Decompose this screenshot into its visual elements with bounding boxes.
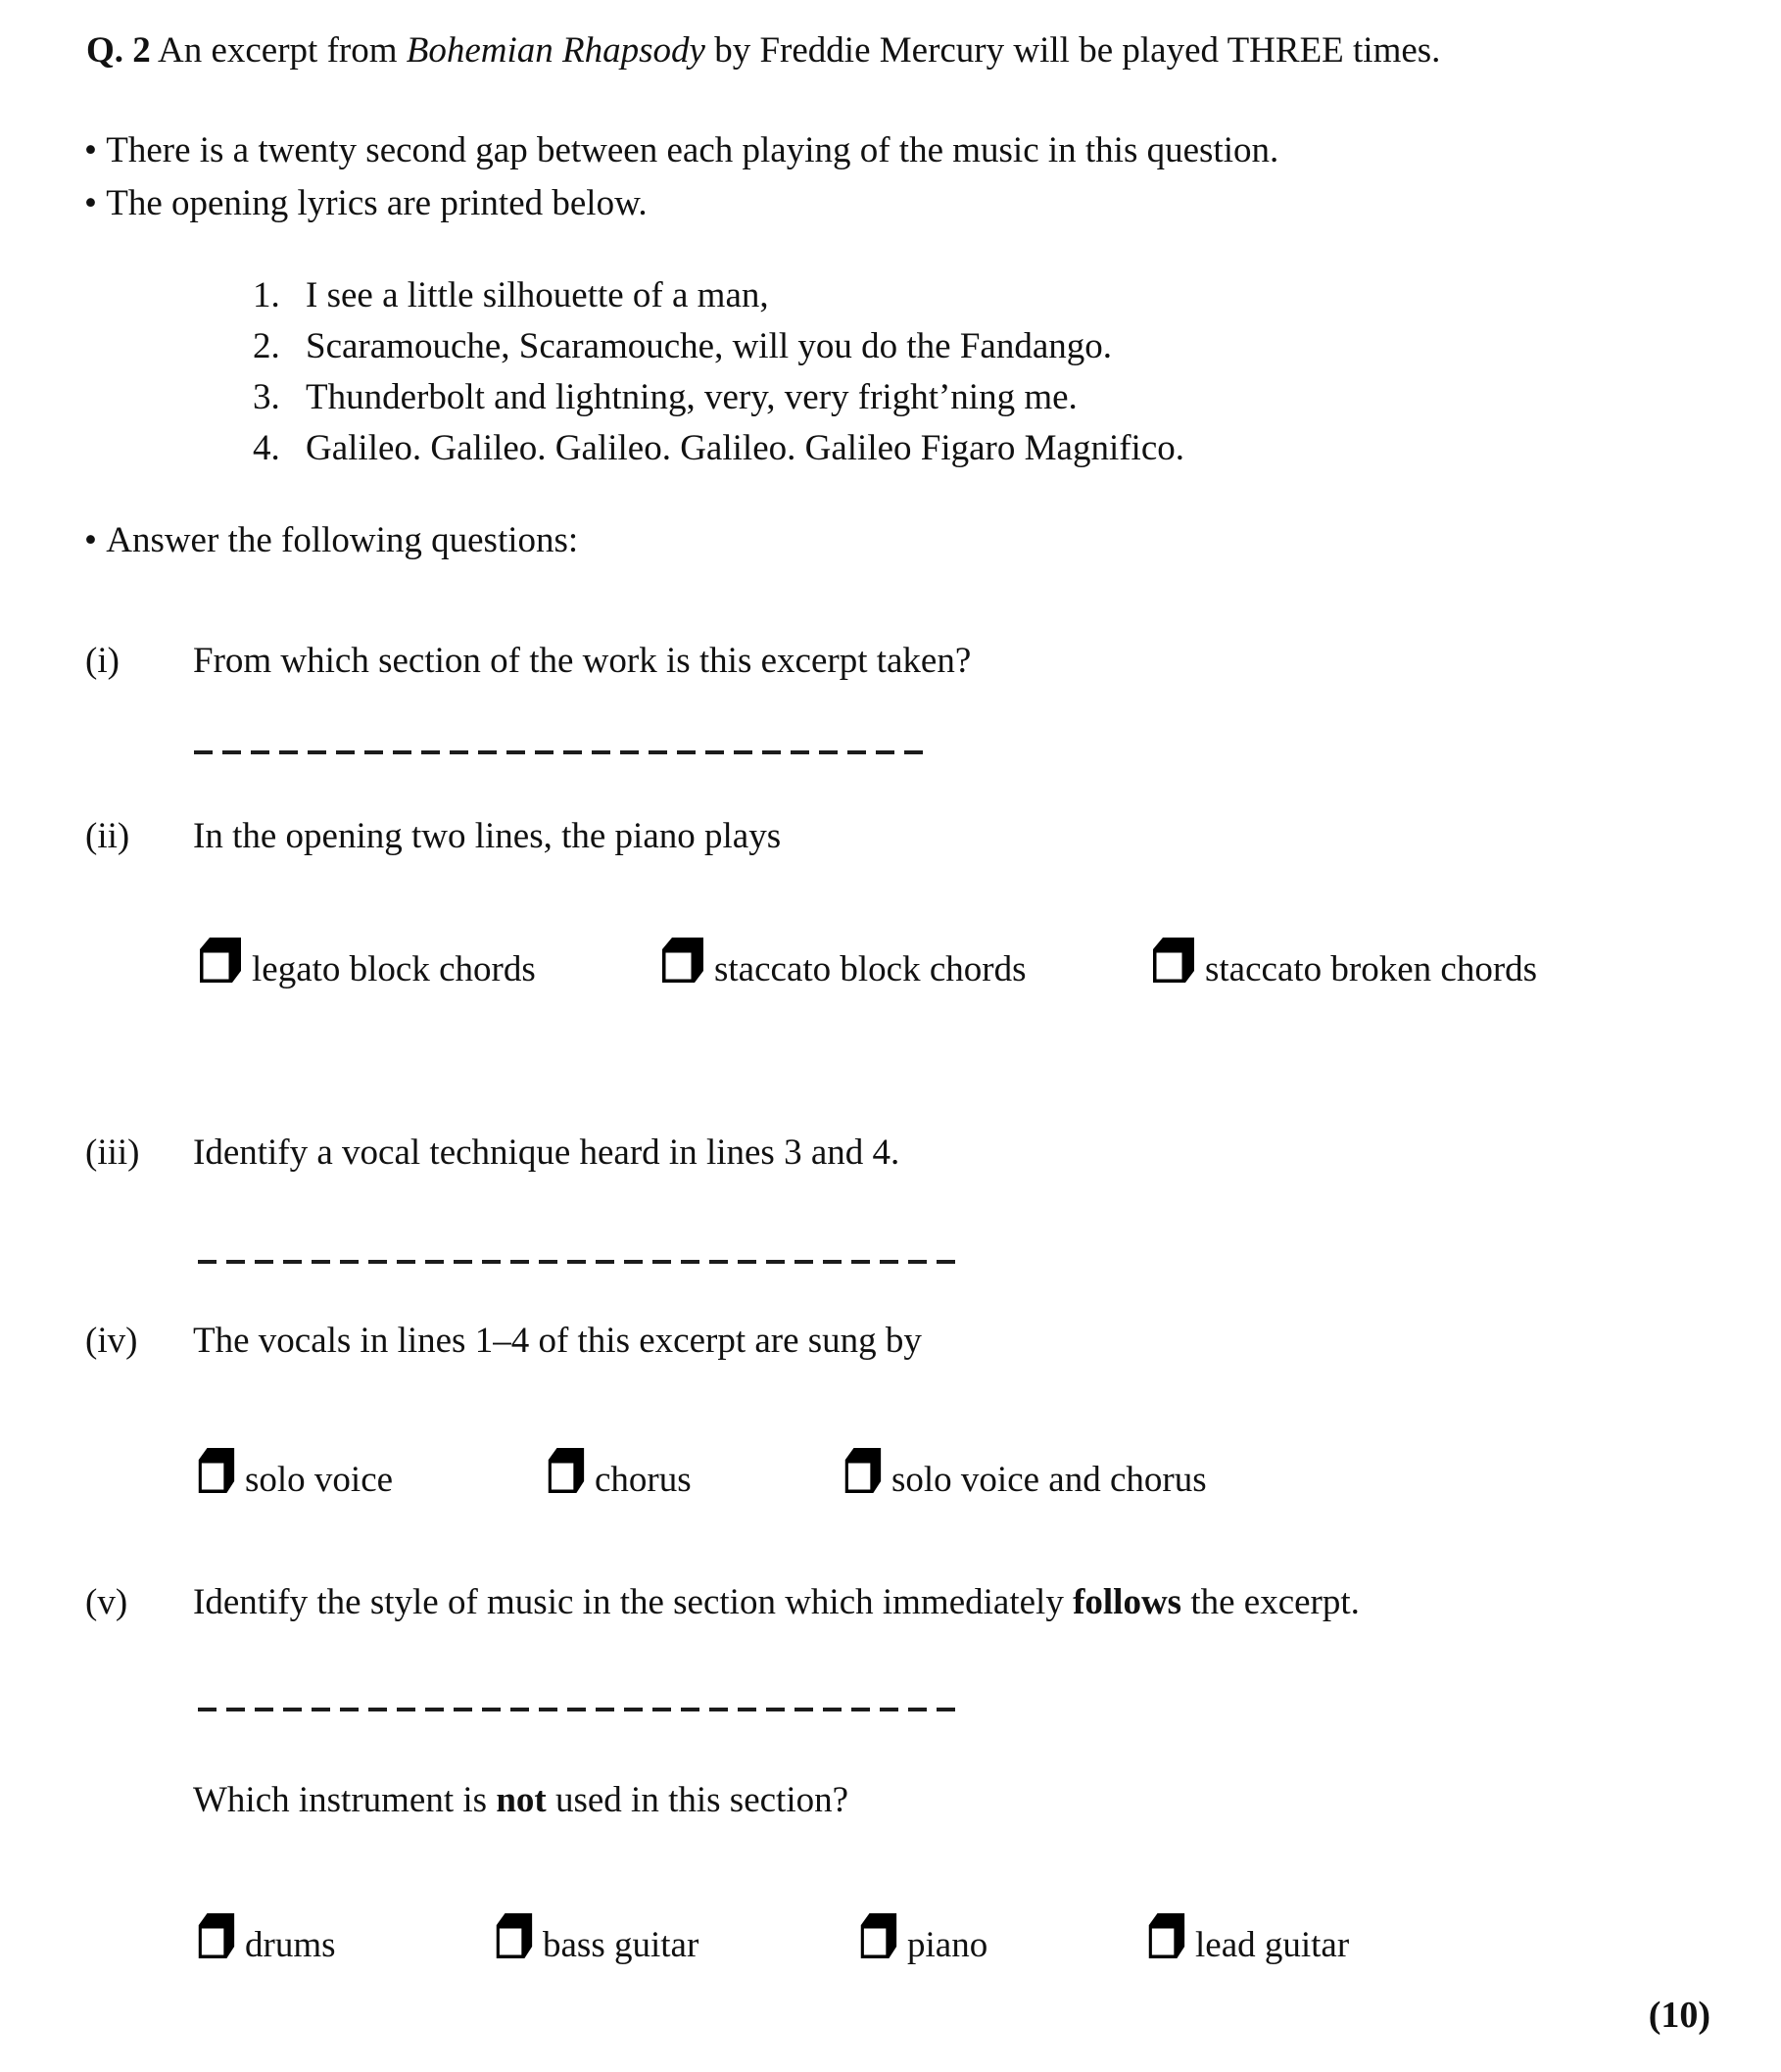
lyric-line <box>253 325 280 368</box>
q5-label: (v) <box>85 1582 128 1622</box>
lyric-text: Scaramouche, Scaramouche, will you do the Fandango. <box>306 326 1113 366</box>
question-intro <box>86 29 1440 72</box>
checkbox-icon[interactable] <box>1148 1912 1185 1959</box>
checkbox-icon[interactable] <box>844 1447 882 1494</box>
q5-bold-word: follows <box>1073 1582 1182 1622</box>
bullet-answer-intro-text: Answer the following questions: <box>106 520 579 560</box>
q3-label: (iii) <box>85 1132 140 1173</box>
intro-text-after-title: by Freddie Mercury will be played THREE times. <box>704 30 1441 71</box>
intro-text-before-title: An excerpt from <box>150 30 407 71</box>
bullet-lyrics-intro-text: The opening lyrics are printed below. <box>106 183 648 223</box>
option-label: solo voice <box>245 1460 394 1500</box>
checkbox-icon[interactable] <box>198 1912 235 1959</box>
q5-sub-after: used in this section? <box>546 1780 849 1820</box>
checkbox-icon[interactable] <box>496 1912 533 1959</box>
bullet-icon: • <box>84 183 97 223</box>
lyric-number: 1. <box>253 275 280 315</box>
lyric-line <box>253 376 280 419</box>
bullet-answer-intro <box>84 519 578 562</box>
checkbox-icon[interactable] <box>860 1912 897 1959</box>
lyric-line <box>253 427 280 470</box>
lyric-text: Galileo. Galileo. Galileo. Galileo. Galileo Figaro Magnifico. <box>306 428 1184 468</box>
option-label: bass guitar <box>543 1925 699 1965</box>
q5-answer-line[interactable] <box>198 1708 962 1711</box>
q2-text: In the opening two lines, the piano plays <box>193 816 782 856</box>
q4-text: The vocals in lines 1–4 of this excerpt are sung by <box>193 1321 922 1361</box>
lyric-number: 3. <box>253 377 280 417</box>
bullet-gap <box>84 129 1278 172</box>
bullet-icon: • <box>84 520 97 560</box>
q5-sub-before: Which instrument is <box>193 1780 497 1820</box>
q3-answer-line[interactable] <box>198 1260 962 1264</box>
question-number: Q. 2 <box>86 30 151 71</box>
option-label: staccato broken chords <box>1205 949 1538 989</box>
bullet-gap-text: There is a twenty second gap between each playing of the music in this question. <box>106 130 1279 170</box>
q2-label: (ii) <box>85 816 130 856</box>
lyric-text: I see a little silhouette of a man, <box>306 275 769 315</box>
lyric-line <box>253 274 280 317</box>
checkbox-icon[interactable] <box>1152 937 1195 984</box>
option-label: legato block chords <box>252 949 536 989</box>
q1-text: From which section of the work is this excerpt taken? <box>193 641 972 681</box>
q1-answer-line[interactable] <box>194 750 929 754</box>
lyric-number: 4. <box>253 428 280 468</box>
q5-text <box>193 1581 1360 1624</box>
lyric-text: Thunderbolt and lightning, very, very fright’ning me. <box>306 377 1078 417</box>
q5-text-before: Identify the style of music in the section which immediately <box>193 1582 1074 1622</box>
q5-sub-bold: not <box>496 1780 547 1820</box>
option-label: drums <box>245 1925 336 1965</box>
checkbox-icon[interactable] <box>661 937 704 984</box>
q5-sub-question <box>193 1779 848 1822</box>
marks-badge: (10) <box>1648 1995 1710 2036</box>
checkbox-icon[interactable] <box>199 937 242 984</box>
lyric-number: 2. <box>253 326 280 366</box>
option-label: chorus <box>595 1460 692 1500</box>
option-label: piano <box>907 1925 988 1965</box>
q5-text-after: the excerpt. <box>1181 1582 1360 1622</box>
option-label: solo voice and chorus <box>891 1460 1207 1500</box>
q3-text: Identify a vocal technique heard in lines 3 and 4. <box>193 1132 900 1173</box>
option-label: lead guitar <box>1195 1925 1350 1965</box>
q4-label: (iv) <box>85 1321 138 1361</box>
bullet-lyrics-intro <box>84 182 648 225</box>
bullet-icon: • <box>84 130 97 170</box>
q1-label: (i) <box>85 641 120 681</box>
option-label: staccato block chords <box>714 949 1027 989</box>
checkbox-icon[interactable] <box>198 1447 235 1494</box>
work-title: Bohemian Rhapsody <box>406 30 705 71</box>
checkbox-icon[interactable] <box>548 1447 585 1494</box>
